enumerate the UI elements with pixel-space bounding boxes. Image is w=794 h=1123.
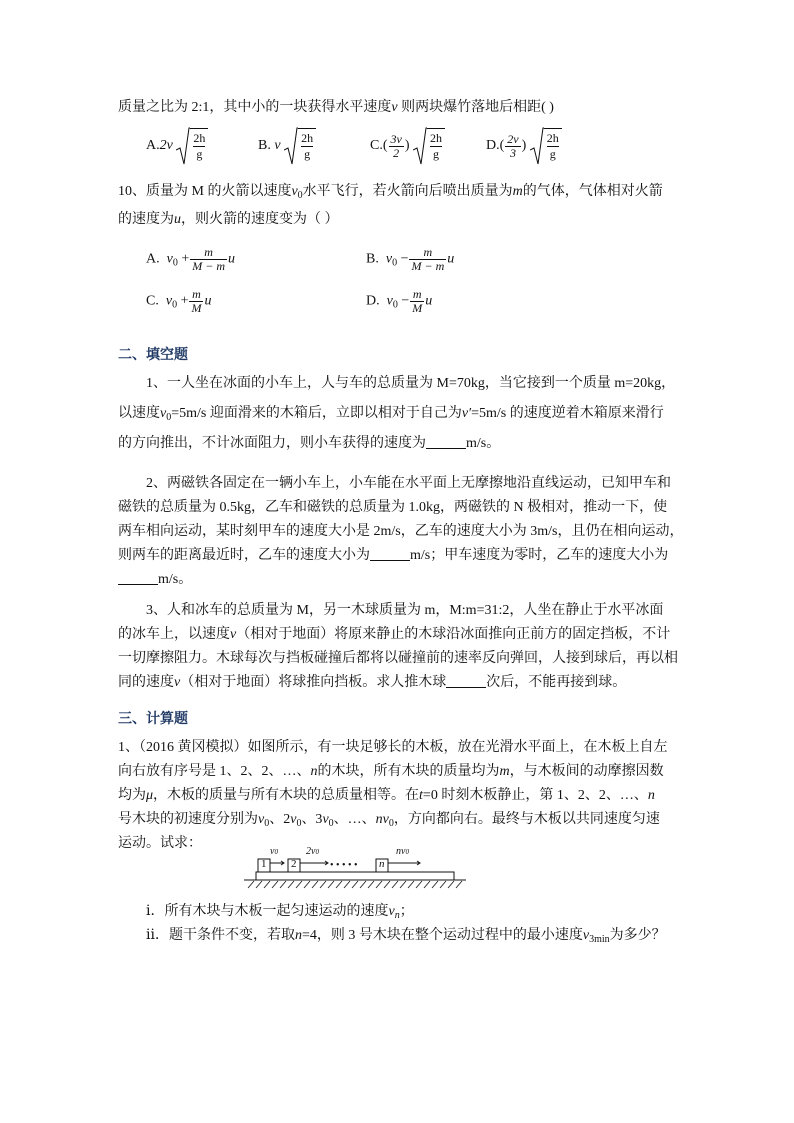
section-heading-fill-blank: 二、填空题	[118, 346, 188, 362]
answer-blank[interactable]	[118, 570, 158, 585]
q10-option-c: C. $v_0$ + $\frac{m}{M}$ u	[146, 287, 212, 315]
q9-option-a: A.2v $\frac{2h}{g}$	[146, 128, 208, 164]
s2-p3-line2: 的冰车上，以速度v（相对于地面）将原来静止的木球沿冰面推向正前方的固定挡板，不计	[118, 627, 671, 642]
nv0-label: nv0	[396, 846, 409, 857]
s2-p1-line1: 1、一人坐在冰面的小车上，人与车的总质量为 M=70kg，当它接到一个质量 m=20kg，	[146, 376, 676, 391]
answer-blank[interactable]	[370, 546, 410, 561]
block-2-label: 2	[291, 858, 297, 870]
s2-p1-line3: 的方向推出，不计冰面阻力，则小车获得的速度为 m/s。	[118, 436, 501, 451]
dots: • • • • •	[330, 860, 358, 871]
s2-p2-line3: 两车相向运动，某时刻甲车的速度大小是 2m/s，乙车的速度大小为 3m/s，且仍在相向运动，	[118, 524, 684, 539]
block-1-label: 1	[261, 858, 267, 870]
v0-label: v0	[270, 846, 278, 857]
s3-line4: 号木块的初速度分别为$v_0$、$2v_0$、$3v_0$、…、$nv_0$，方向都向右。最终与木板以共同速度匀速	[118, 812, 660, 829]
q9-option-d: D.( $\frac{2v}{3}$ ) $\frac{2h}{g}$	[486, 128, 562, 164]
q10-option-b: B. $v_0$ − $\frac{m}{M - m}$ u	[366, 245, 455, 273]
q10-option-a: A. $v_0$ + $\frac{m}{M - m}$ u	[146, 245, 236, 273]
q9-option-c: C.( $\frac{3v}{2}$ ) $\frac{2h}{g}$	[370, 128, 445, 164]
s3-line2: 向右放有序号是 1、2、2、…、n的木块，所有木块的质量均为m，与木板间的动摩擦因数	[118, 764, 664, 779]
q9-stem: 质量之比为 2:1，其中小的一块获得水平速度v 则两块爆竹落地后相距( )	[118, 100, 554, 115]
s2-p3-line1: 3、人和冰车的总质量为 M，另一木球质量为 m，M:m=31:2，人坐在静止于水平冰面	[146, 603, 664, 618]
q9-option-b: B. v $\frac{2h}{g}$	[258, 128, 316, 164]
2v0-label: 2v0	[306, 846, 319, 857]
s2-p3-line3: 一切摩擦阻力。木球每次与挡板碰撞后都将以碰撞前的速率反向弹回，人接到球后，再以相	[118, 651, 678, 666]
s3-line3: 均为μ，木板的质量与所有木块的总质量相等。在t=0 时刻木板静止，第 1、2、2、…、n	[118, 788, 655, 803]
block-n-label: n	[379, 858, 385, 870]
s3-line5: 运动。试求：	[118, 836, 202, 851]
s2-p2-line2: 磁铁的总质量为 0.5kg，乙车和磁铁的总质量为 1.0kg，两磁铁的 N 极相对，推动一下，使	[118, 500, 668, 515]
s2-p1-line2: 以速度$v_0=5m/s$ 迎面滑来的木箱后，立即以相对于自己为v′=5m/s 的速度逆着木箱原来滑行	[118, 406, 664, 423]
s3-subquestion-1: ⅰ．所有木块与木板一起匀速运动的速度$v_n$；	[146, 904, 414, 921]
section-heading-calculation: 三、计算题	[118, 710, 188, 726]
answer-blank[interactable]	[446, 673, 486, 688]
s2-p2-line4: 则两车的距离最近时，乙车的速度大小为 m/s；甲车速度为零时，乙车的速度大小为	[118, 548, 669, 563]
s2-p3-line4: 同的速度v（相对于地面）将球推向挡板。求人推木球 次后，不能再接到球。	[118, 675, 627, 690]
blocks-on-board-figure	[244, 846, 468, 890]
q10-line2: 的速度为u，则火箭的速度变为（ ）	[118, 212, 339, 227]
s2-p2-line5: m/s。	[118, 570, 192, 590]
q10-option-d: D. $v_0$ − $\frac{m}{M}$ u	[366, 287, 433, 315]
s3-subquestion-2: ⅱ．题干条件不变，若取n=4，则 3 号木块在整个运动过程中的最小速度$v_{3min}$为多少？	[146, 928, 666, 945]
answer-blank[interactable]	[426, 434, 466, 449]
s2-p2-line1: 2、两磁铁各固定在一辆小车上，小车能在水平面上无摩擦地沿直线运动，已知甲车和	[146, 476, 671, 491]
s3-line1: 1、（2016 黄冈模拟）如图所示，有一块足够长的木板，放在光滑水平面上，在木板上自左	[118, 740, 668, 755]
q10-line1: 10、质量为 M 的火箭以速度$v_0$水平飞行，若火箭向后喷出质量为m的气体，气体相对火箭	[118, 184, 663, 201]
